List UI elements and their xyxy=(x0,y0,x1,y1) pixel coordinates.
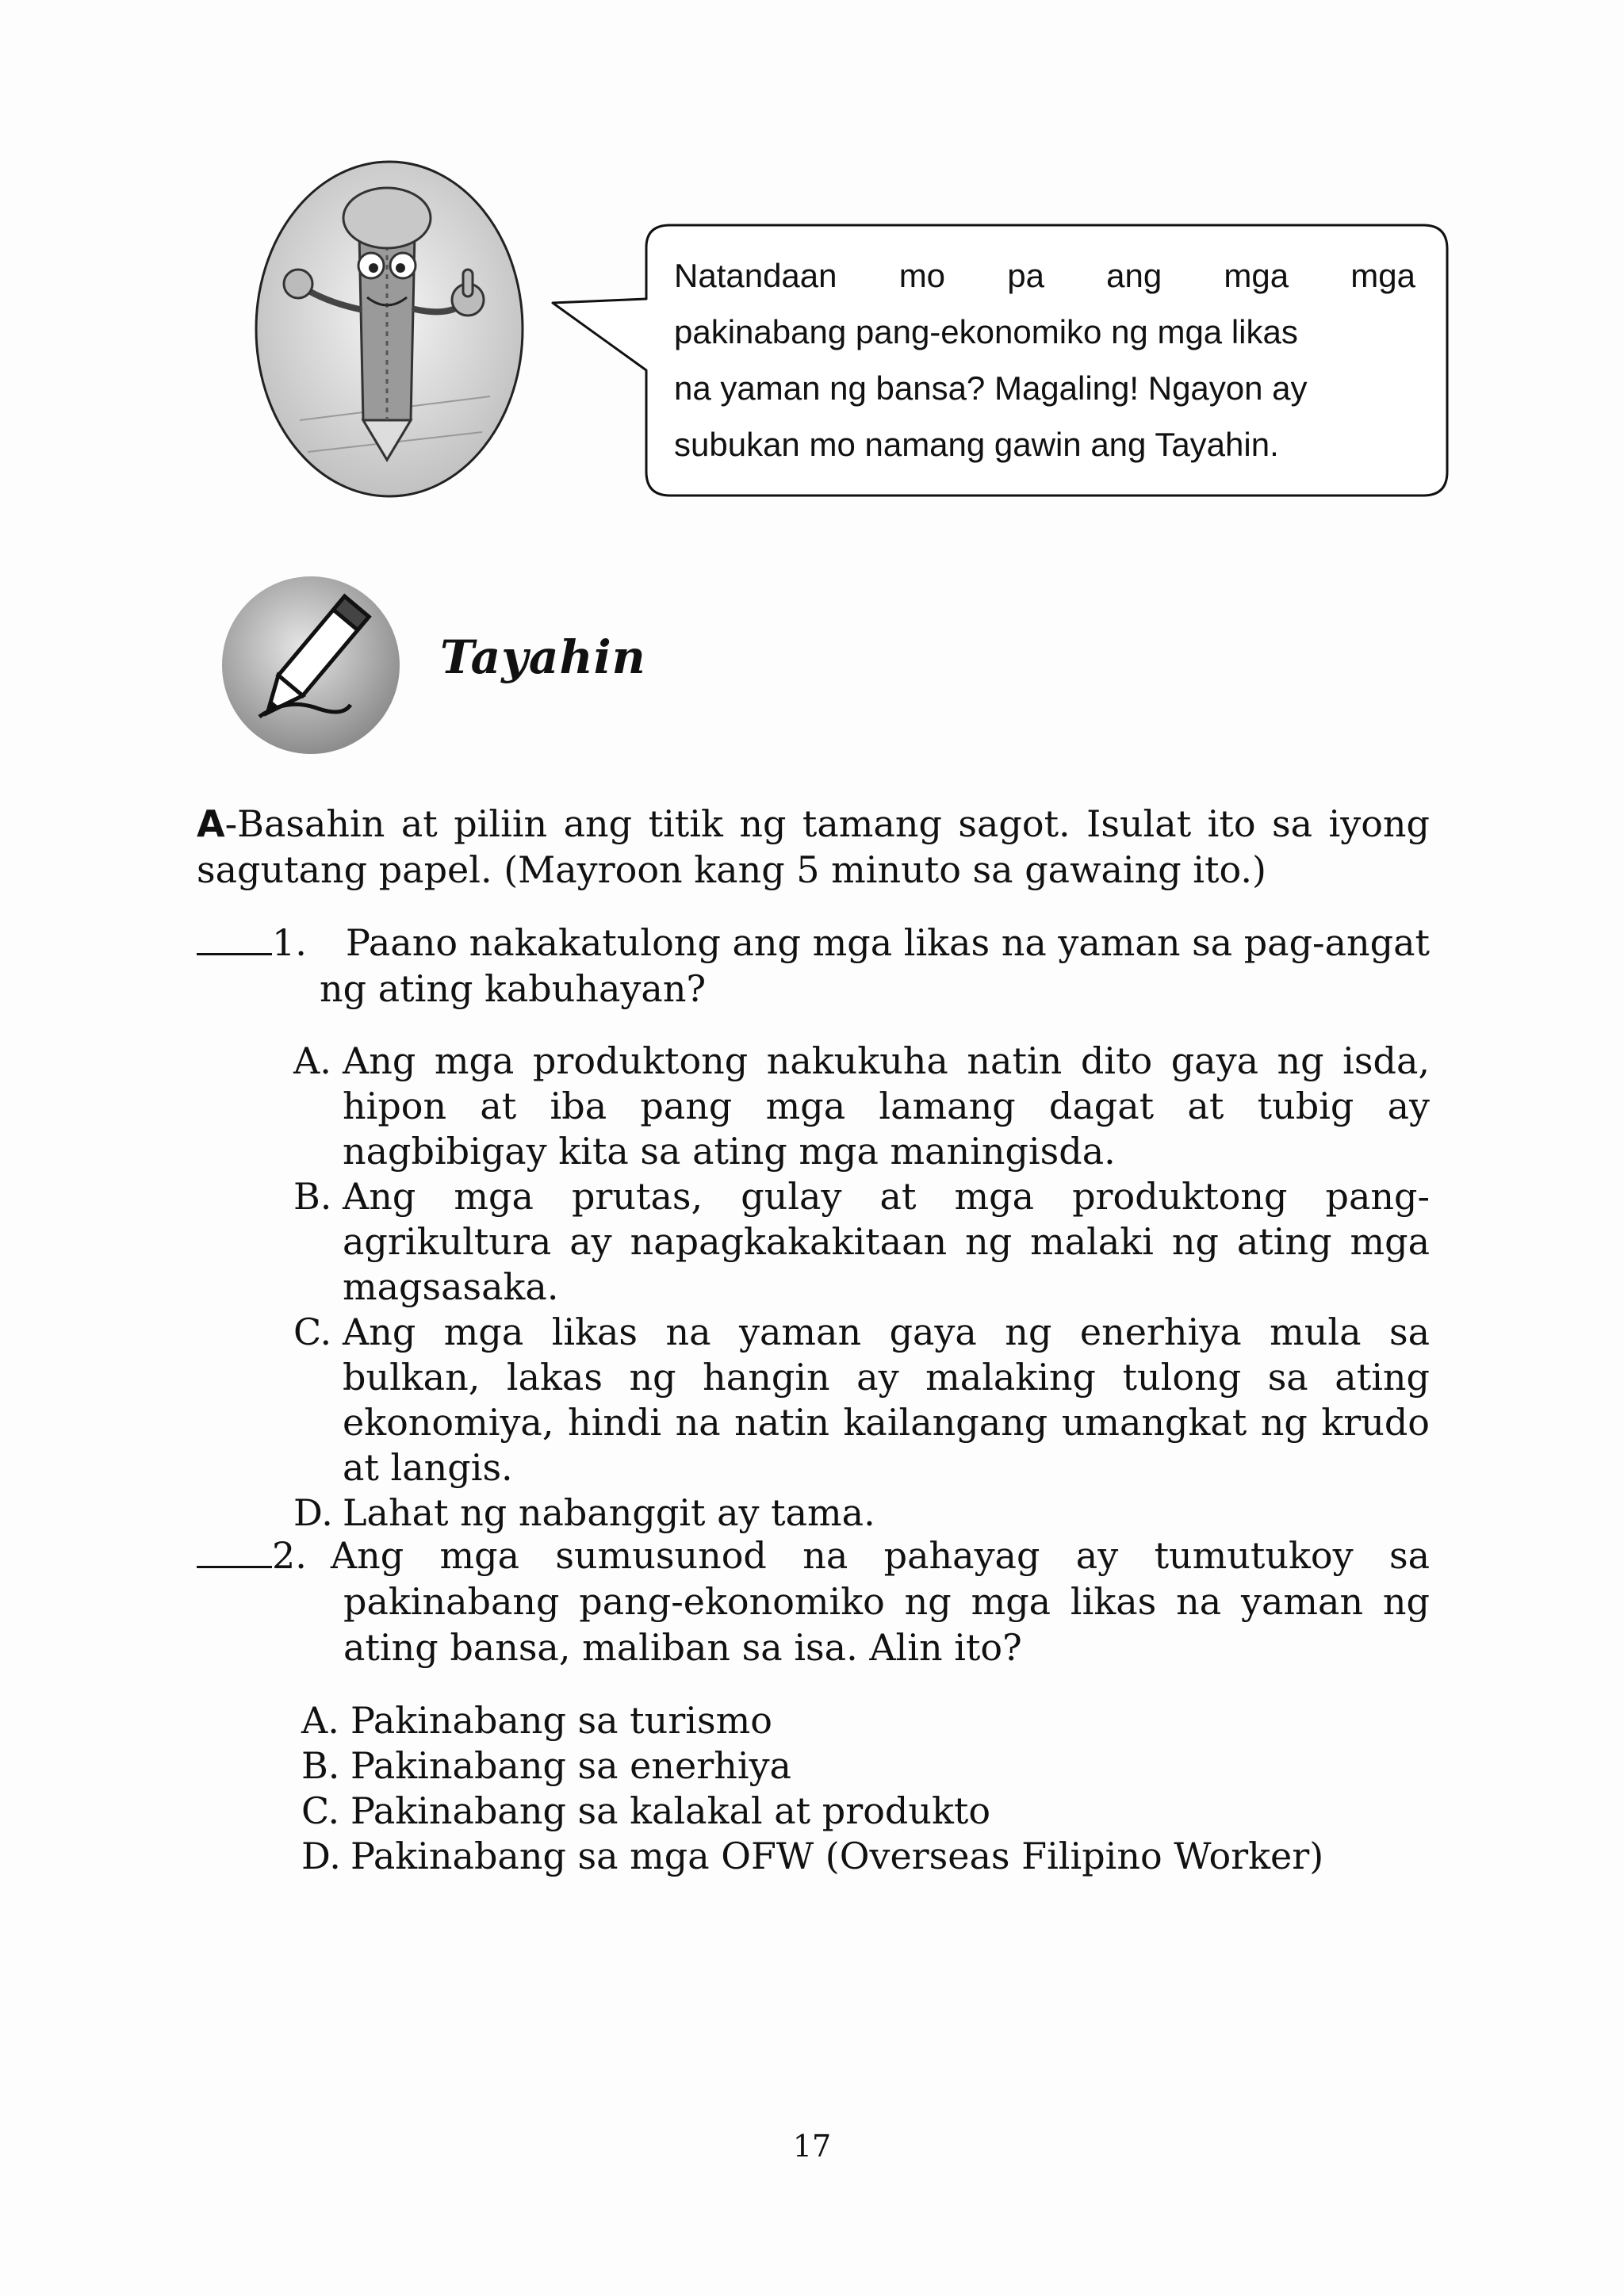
page-number: 17 xyxy=(792,2129,832,2164)
option-letter: B. xyxy=(301,1744,340,1787)
option-b xyxy=(301,1743,1430,1789)
option-c xyxy=(293,1310,1430,1490)
pencil-icon xyxy=(216,566,406,756)
option-letter: A. xyxy=(293,1039,331,1082)
option-text: Pakinabang sa turismo xyxy=(350,1699,772,1742)
question-number: 1. xyxy=(272,921,307,964)
option-text: Pakinabang sa enerhiya xyxy=(350,1744,791,1787)
instructions-text: -Basahin at piliin ang titik ng tamang sagot. Isulat ito sa iyong sagutang papel. (Mayroon kang 5 minuto sa gawaing ito.) xyxy=(197,802,1430,891)
question-text: pakinabang pang-ekonomiko ng mga likas na yaman ng xyxy=(343,1580,1430,1623)
option-letter: D. xyxy=(293,1491,333,1534)
pencil-mascot-illustration xyxy=(252,159,527,499)
question-2-options xyxy=(301,1698,1430,1879)
option-text: Pakinabang sa mga OFW (Overseas Filipino Worker) xyxy=(350,1835,1324,1877)
question-text: ng ating kabuhayan? xyxy=(320,967,707,1010)
question-text: Paano nakakatulong ang mga likas na yaman sa pag-angat xyxy=(345,921,1430,964)
question-1-options xyxy=(293,1039,1430,1536)
option-letter: A. xyxy=(301,1699,339,1742)
bubble-line: subukan mo namang gawin ang Tayahin. xyxy=(674,426,1279,463)
option-c xyxy=(301,1789,1430,1834)
question-2 xyxy=(197,1533,1430,1670)
option-a xyxy=(293,1039,1430,1174)
bubble-line: Natandaan mo pa ang mga mga xyxy=(674,257,1415,294)
option-text: Ang mga prutas, gulay at mga produktong pang-agrikultura ay napagkakakitaan ng malaki ng ating mga magsasaka. xyxy=(343,1175,1430,1308)
option-text: Pakinabang sa kalakal at produkto xyxy=(350,1789,991,1832)
option-letter: C. xyxy=(293,1311,332,1353)
option-letter: B. xyxy=(293,1175,332,1218)
option-text: Lahat ng nabanggit ay tama. xyxy=(343,1491,875,1534)
speech-bubble-text xyxy=(674,247,1415,473)
option-a xyxy=(301,1698,1430,1743)
question-text: Ang mga sumusunod na pahayag ay tumutukoy sa xyxy=(330,1534,1430,1577)
option-d xyxy=(293,1490,1430,1536)
instructions-letter: A xyxy=(197,802,225,845)
option-d xyxy=(301,1834,1430,1879)
option-letter: C. xyxy=(301,1789,340,1832)
answer-blank[interactable] xyxy=(197,921,272,955)
bubble-line: na yaman ng bansa? Magaling! Ngayon ay xyxy=(674,369,1308,407)
bubble-line: pakinabang pang-ekonomiko ng mga likas xyxy=(674,313,1298,350)
answer-blank[interactable] xyxy=(197,1534,272,1568)
section-title: Tayahin xyxy=(440,630,646,684)
option-text: Ang mga produktong nakukuha natin dito gaya ng isda, hipon at iba pang mga lamang dagat at tubig ay nagbibigay kita sa ating mga maningisda. xyxy=(343,1039,1430,1173)
instructions xyxy=(197,801,1430,893)
question-text: ating bansa, maliban sa isa. Alin ito? xyxy=(343,1626,1022,1669)
option-letter: D. xyxy=(301,1835,341,1877)
question-1 xyxy=(197,920,1430,1012)
option-text: Ang mga likas na yaman gaya ng enerhiya mula sa bulkan, lakas ng hangin ay malaking tulong sa ating ekonomiya, hindi na natin kailangang umangkat ng krudo at langis. xyxy=(343,1311,1430,1489)
option-b xyxy=(293,1174,1430,1310)
question-number: 2. xyxy=(272,1534,307,1577)
